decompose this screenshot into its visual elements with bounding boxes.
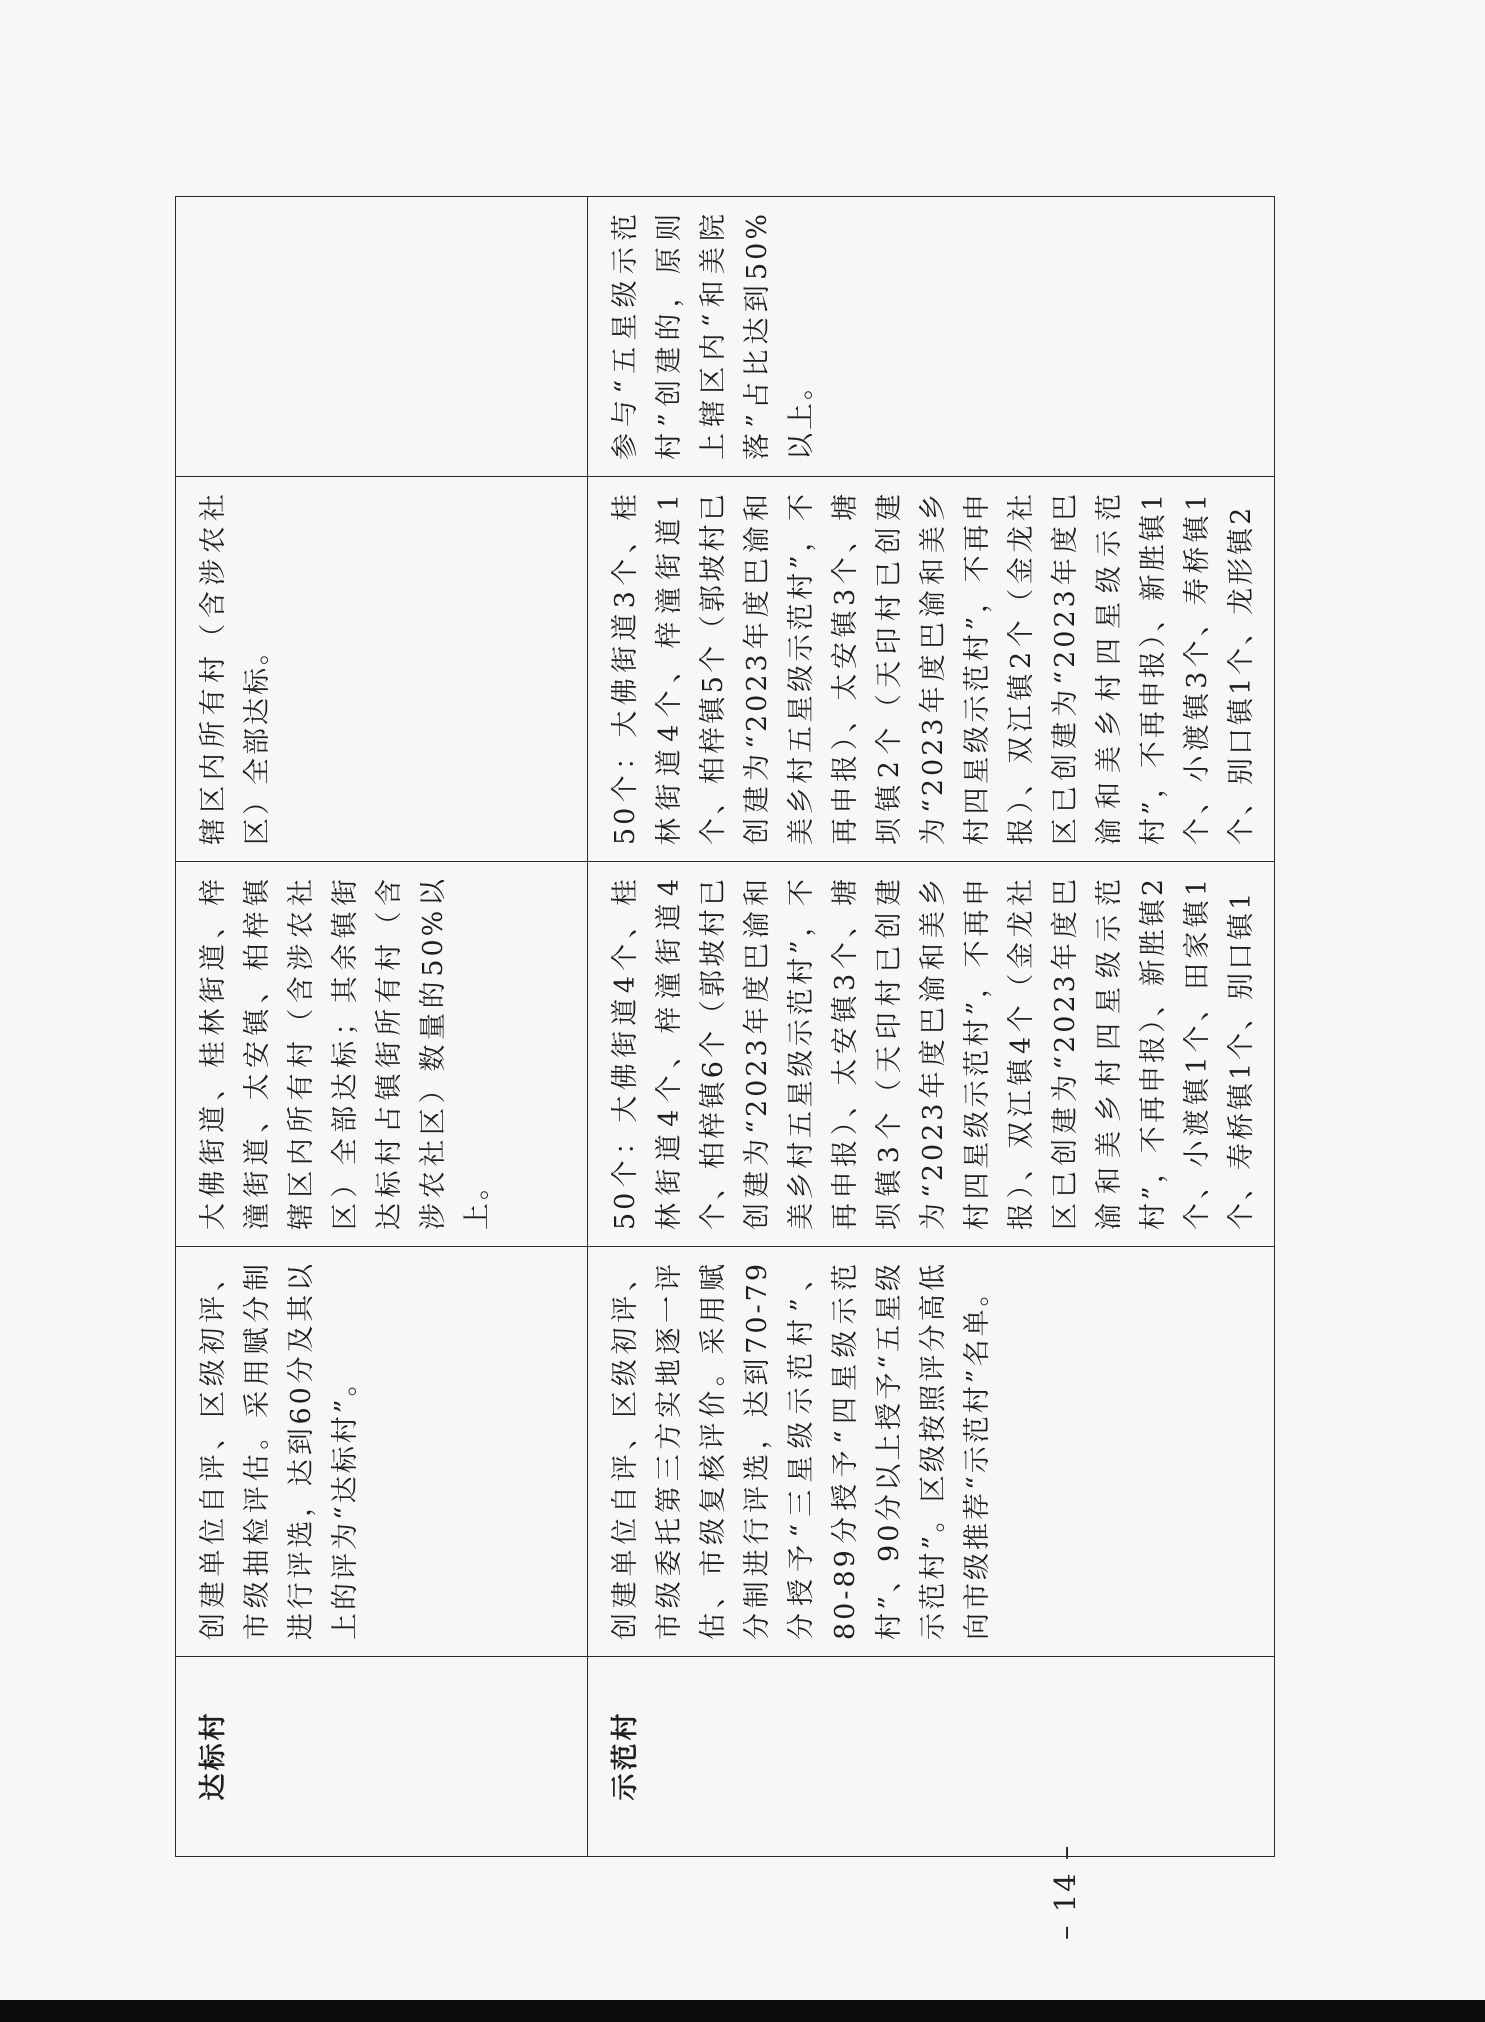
target-demo-col1: 50个：大佛街道4个、桂林街道4个、梓潼街道4个、柏梓镇6个（郭坡村已创建为“2023年度巴渝和美乡村五星级示范村”，不再申报）、太安镇3个、塘坝镇3个（天印村已创建为“2023年度巴渝和美乡村四星级示范村”，不再申报）、双江镇4个（金龙社区已创建为“2023年度巴渝和美乡村四星级示范村”，不再申报）、新胜镇2个、小渡镇1个、田家镇1个、寿桥镇1个、别口镇1 (588, 862, 1275, 1247)
rotated-table-region (175, 197, 1257, 1857)
target-demo-col2: 50个：大佛街道3个、桂林街道4个、梓潼街道1个、柏梓镇5个（郭坡村已创建为“2023年度巴渝和美乡村五星级示范村”，不再申报）、太安镇3个、塘坝镇2个（天印村已创建为“2023年度巴渝和美乡村四星级示范村”，不再申报）、双江镇2个（金龙社区已创建为“2023年度巴渝和美乡村四星级示范村”，不再申报）、新胜镇1个、小渡镇3个、寿桥镇1个、别口镇1个、龙形镇2 (588, 477, 1275, 862)
scan-edge-strip (0, 2000, 1485, 2022)
target-standard-col2: 辖区内所有村（含涉农社区）全部达标。 (176, 477, 588, 862)
target-standard-col1: 大佛街道、桂林街道、梓潼街道、太安镇、柏梓镇辖区内所有村（含涉农社区）全部达标；其余镇街达标村占镇街所有村（含涉农社区）数量的50%以上。 (176, 862, 588, 1247)
target-demo-col3: 参与“五星级示范村”创建的，原则上辖区内“和美院落”占比达到50%以上。 (588, 197, 1275, 477)
standards-table (175, 196, 1275, 1857)
table-row-demo-village (588, 197, 1275, 1857)
table-row-standard-village (176, 197, 588, 1857)
row-label-demo-village: 示范村 (588, 1657, 1275, 1857)
row-label-standard-village: 达标村 (176, 1657, 588, 1857)
evaluation-method-standard: 创建单位自评、区级初评、市级抽检评估。采用赋分制进行评选，达到60分及其以上的评为“达标村”。 (176, 1247, 588, 1657)
target-standard-col3 (176, 197, 588, 477)
page-number: – 14 – (1048, 1843, 1082, 1940)
evaluation-method-demo: 创建单位自评、区级初评、市级委托第三方实地逐一评估、市级复核评价。采用赋分制进行评选，达到70-79分授予“三星级示范村”、80-89分授予“四星级示范村”、90分以上授予“五星级示范村”。区级按照评分高低向市级推荐“示范村”名单。 (588, 1247, 1275, 1657)
